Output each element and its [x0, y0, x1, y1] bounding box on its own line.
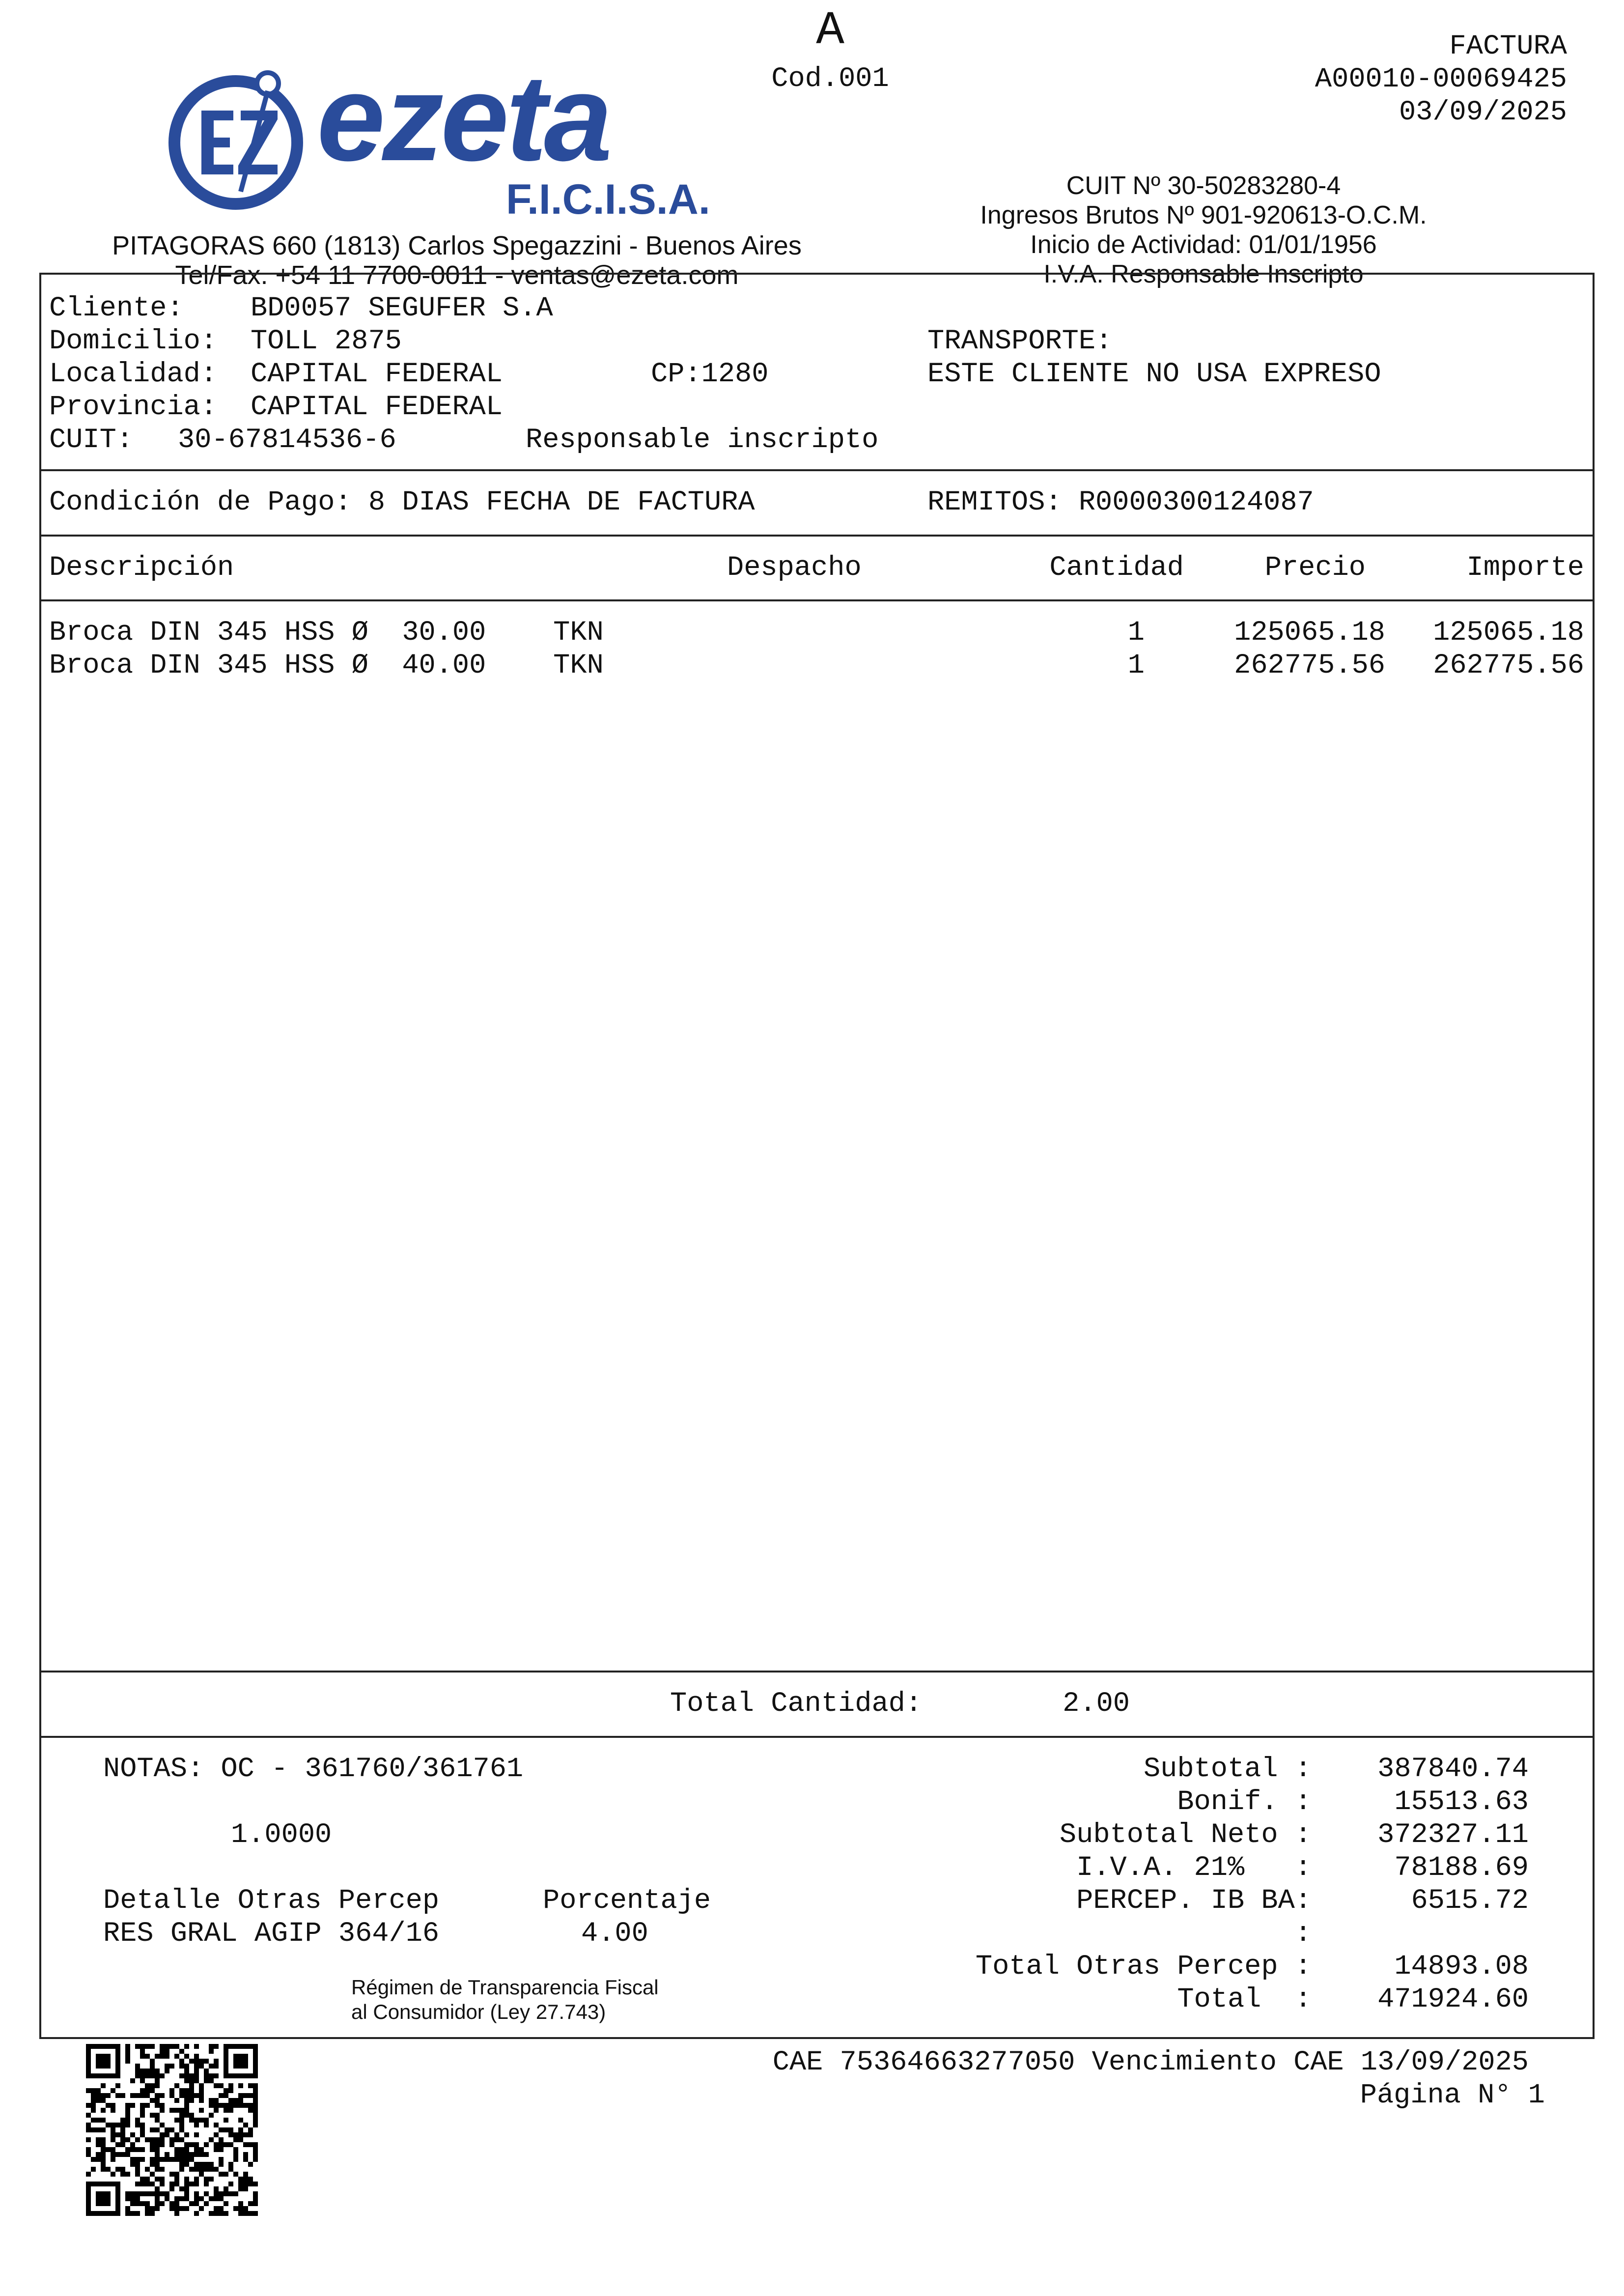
provincia-value: CAPITAL FEDERAL — [251, 392, 503, 423]
detalle-value: RES GRAL AGIP 364/16 — [103, 1918, 440, 1950]
row-descripcion: Broca DIN 345 HSS Ø 30.00 TKN — [49, 617, 604, 649]
page-number: Página N° 1 — [1360, 2080, 1545, 2111]
row-cantidad: 1 — [1127, 617, 1145, 649]
cliente-label: Cliente: — [49, 293, 184, 324]
bonif-value: 15513.63 — [1394, 1786, 1529, 1818]
cp-value: CP:1280 — [651, 359, 769, 390]
notes-factor: 1.0000 — [231, 1819, 332, 1851]
total-value: 471924.60 — [1377, 1984, 1529, 2015]
row-importe: 125065.18 — [1433, 617, 1584, 649]
iva-value: 78188.69 — [1394, 1852, 1529, 1884]
divider — [39, 599, 1595, 601]
company-address: PITAGORAS 660 (1813) Carlos Spegazzini - Buenos Aires — [112, 231, 802, 260]
invoice-letter: A — [816, 4, 844, 57]
divider — [39, 1736, 1595, 1738]
subtotal-neto-value: 372327.11 — [1377, 1819, 1529, 1851]
transporte-value: ESTE CLIENTE NO USA EXPRESO — [927, 359, 1381, 390]
localidad-label: Localidad: — [49, 359, 218, 390]
row-importe: 262775.56 — [1433, 650, 1584, 681]
company-logo — [167, 49, 732, 226]
company-cuit: CUIT Nº 30-50283280-4 — [1066, 171, 1341, 200]
total-otras-percep-label: Total Otras Percep : — [975, 1951, 1312, 1983]
client-cuit-value: 30-67814536-6 — [178, 425, 396, 456]
company-contact: Tel/Fax. +54 11 7700-0011 - ventas@ezeta.com — [175, 260, 739, 290]
regimen-line-1: Régimen de Transparencia Fiscal — [351, 1976, 659, 1999]
detalle-header: Detalle Otras Percep — [103, 1885, 440, 1917]
percep-ib-value: 6515.72 — [1411, 1885, 1529, 1917]
client-cuit-label: CUIT: — [49, 425, 134, 456]
divider — [39, 1671, 1595, 1672]
bonif-label: Bonif. : — [1177, 1786, 1312, 1818]
col-header-cantidad: Cantidad — [1049, 552, 1184, 584]
subtotal-value: 387840.74 — [1377, 1754, 1529, 1785]
subtotal-label: Subtotal : — [1143, 1754, 1312, 1785]
cliente-value: BD0057 SEGUFER S.A — [251, 293, 553, 324]
domicilio-label: Domicilio: — [49, 326, 218, 357]
divider — [39, 469, 1595, 471]
client-iva-condition: Responsable inscripto — [526, 425, 879, 456]
ez-logo-icon — [167, 69, 314, 216]
doc-type: FACTURA — [1449, 31, 1567, 62]
invoice-cod: Cod.001 — [771, 63, 889, 95]
company-iva: I.V.A. Responsable Inscripto — [1043, 260, 1364, 288]
row-precio: 262775.56 — [1234, 650, 1385, 681]
total-cantidad-value: 2.00 — [1063, 1688, 1130, 1720]
transporte-label: TRANSPORTE: — [927, 326, 1113, 357]
cae-line: CAE 75364663277050 Vencimiento CAE 13/09/2025 — [772, 2047, 1529, 2078]
iva-label: I.V.A. 21% : — [1076, 1852, 1312, 1884]
row-cantidad: 1 — [1127, 650, 1145, 681]
col-header-descripcion: Descripción — [49, 552, 234, 584]
domicilio-value: TOLL 2875 — [251, 326, 402, 357]
company-iibb: Ingresos Brutos Nº 901-920613-O.C.M. — [980, 201, 1427, 229]
invoice-number: A00010-00069425 — [1315, 64, 1567, 95]
porcentaje-value: 4.00 — [581, 1918, 648, 1950]
col-header-despacho: Despacho — [727, 552, 862, 584]
col-header-importe: Importe — [1466, 552, 1584, 584]
divider — [39, 535, 1595, 537]
row-precio: 125065.18 — [1234, 617, 1385, 649]
total-label: Total : — [1177, 1984, 1312, 2015]
percep-ib-label: PERCEP. IB BA: — [1076, 1885, 1312, 1917]
total-cantidad-label: Total Cantidad: — [670, 1688, 923, 1720]
notas: NOTAS: OC - 361760/361761 — [103, 1754, 524, 1785]
col-header-precio: Precio — [1264, 552, 1366, 584]
row-descripcion: Broca DIN 345 HSS Ø 40.00 TKN — [49, 650, 604, 681]
company-inicio: Inicio de Actividad: 01/01/1956 — [1030, 230, 1377, 259]
invoice-date: 03/09/2025 — [1399, 97, 1567, 128]
provincia-label: Provincia: — [49, 392, 218, 423]
subtotal-neto-label: Subtotal Neto : — [1059, 1819, 1312, 1851]
porcentaje-header: Porcentaje — [543, 1885, 711, 1917]
total-otras-percep-value: 14893.08 — [1394, 1951, 1529, 1983]
blank-total-label: : — [1294, 1918, 1312, 1950]
localidad-value: CAPITAL FEDERAL — [251, 359, 503, 390]
brand-sub: F.I.C.I.S.A. — [506, 176, 710, 223]
qr-code-icon — [86, 2044, 258, 2216]
brand-name: ezeta — [317, 49, 610, 186]
regimen-line-2: al Consumidor (Ley 27.743) — [351, 2000, 606, 2023]
remitos: REMITOS: R0000300124087 — [927, 487, 1314, 518]
condicion-pago: Condición de Pago: 8 DIAS FECHA DE FACTURA — [49, 487, 755, 518]
